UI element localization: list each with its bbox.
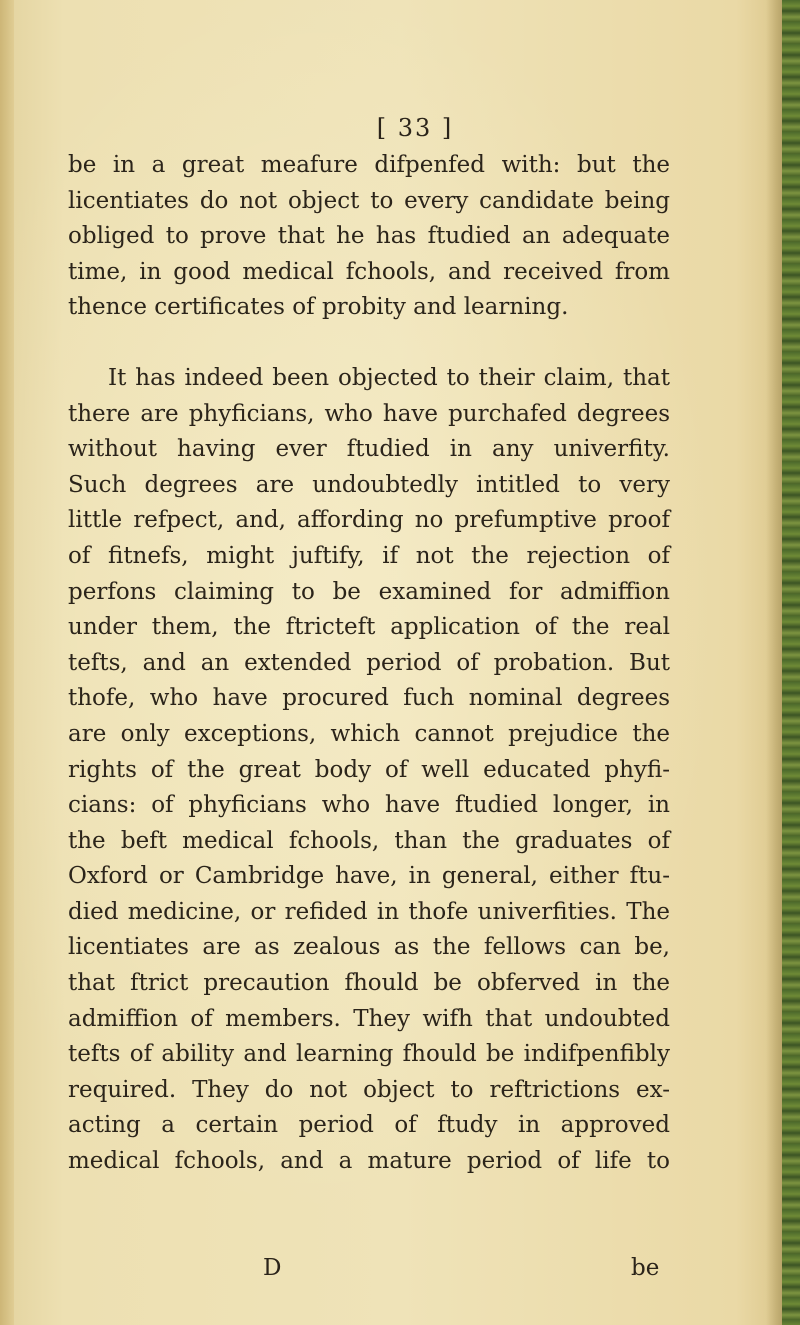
page-body: [68, 148, 670, 1180]
text-line: perfons claiming to be examined for admiffion: [68, 578, 670, 605]
signature-mark: D: [263, 1255, 282, 1281]
text-line: medical fchools, and a mature period of life to: [68, 1148, 670, 1175]
text-line: be in a great meafure difpenfed with: but the: [68, 152, 670, 178]
text-line: Such degrees are undoubtedly intitled to very: [68, 471, 670, 498]
text-line: the beft medical fchools, than the graduates of: [68, 827, 670, 854]
paragraph-gap: [68, 326, 670, 361]
text-line: died medicine, or refided in thofe univerfities. The: [68, 898, 670, 925]
text-line: tefts, and an extended period of probation. But: [68, 649, 670, 676]
text-line: time, in good medical fchools, and received from: [68, 258, 670, 285]
page-header: [ 33 ]: [376, 114, 454, 142]
text-line: acting a certain period of ftudy in approved: [68, 1112, 670, 1139]
page-left-edge: [0, 0, 14, 1325]
text-line: Oxford or Cambridge have, in general, either ftu-: [68, 863, 670, 890]
text-line: thence certificates of probity and learning.: [68, 294, 569, 321]
text-line: are only exceptions, which cannot prejudice the: [68, 720, 670, 747]
catchword: be: [631, 1255, 660, 1281]
text-line: there are phyficians, who have purchafed degrees: [68, 400, 670, 427]
text-line: cians: of phyficians who have ftudied longer, in: [68, 792, 670, 819]
text-line: licentiates are as zealous as the fellows can be,: [68, 934, 670, 961]
book-binding-edge: [782, 0, 800, 1325]
text-line: little refpect, and, affording no prefumptive proof: [68, 507, 670, 534]
text-line: tefts of ability and learning fhould be indifpenfibly: [68, 1041, 670, 1068]
text-line: thofe, who have procured fuch nominal degrees: [68, 685, 670, 712]
text-line: admiffion of members. They wifh that undoubted: [68, 1005, 670, 1032]
text-line: under them, the ftricteft application of the real: [68, 614, 670, 641]
text-line: without having ever ftudied in any univerfity.: [68, 436, 670, 463]
text-line: that ftrict precaution fhould be obferved in the: [68, 970, 670, 997]
text-line: It has indeed been objected to their claim, that: [108, 364, 670, 391]
gutter-shadow: [766, 0, 782, 1325]
text-line: obliged to prove that he has ftudied an adequate: [68, 223, 670, 250]
text-line: licentiates do not object to every candidate being: [68, 187, 670, 214]
text-line: of fitnefs, might juftify, if not the rejection of: [68, 542, 670, 569]
text-line: rights of the great body of well educated phyfi-: [68, 756, 670, 783]
text-line: required. They do not object to reftrictions ex-: [68, 1076, 670, 1103]
